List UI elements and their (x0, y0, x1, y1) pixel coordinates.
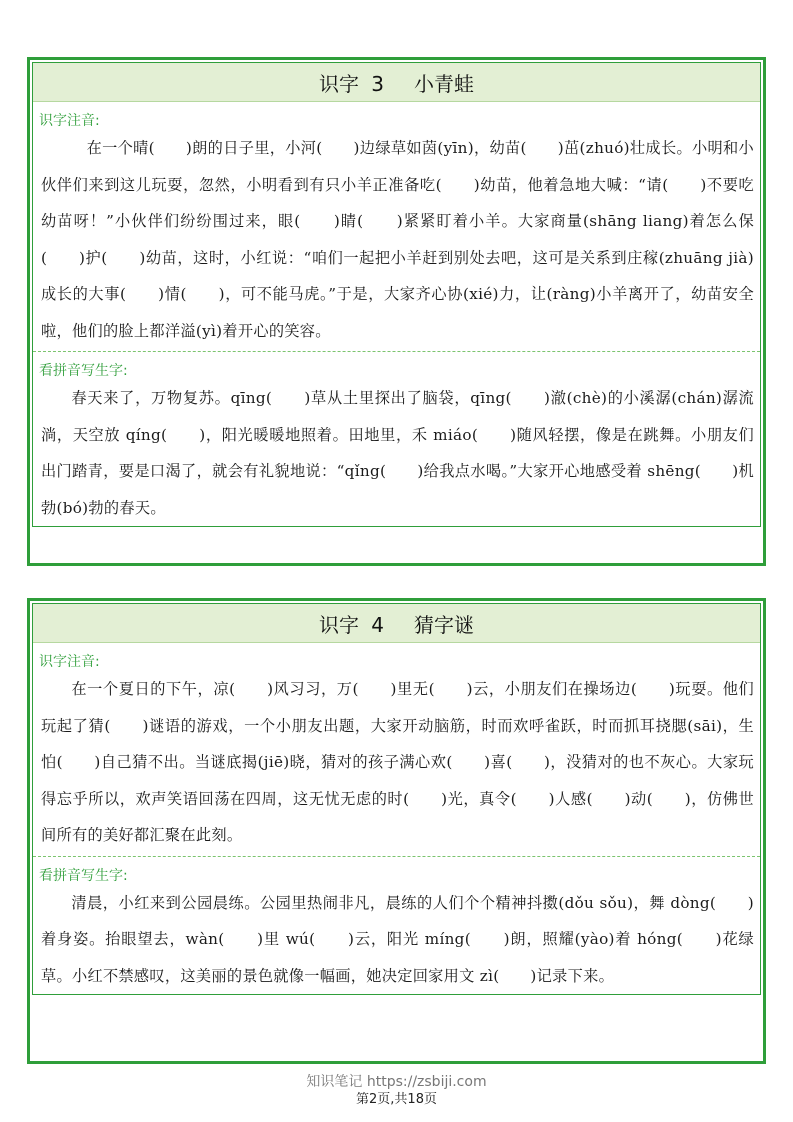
lesson-3-card (27, 57, 766, 566)
lesson-4-annotate-label: 识字注音: (39, 654, 100, 670)
lesson-3-title-number: 识字 3 (318, 71, 385, 96)
footer-site-watermark: 知识笔记 https://zsbiji.com (306, 1074, 487, 1090)
lesson-4-title-number: 识字 4 (318, 612, 385, 637)
lesson-4-title-name: 猜字谜 (414, 612, 475, 637)
lesson-4-write-label: 看拼音写生字: (39, 867, 128, 884)
lesson-3-inner (32, 62, 761, 527)
lesson-3-write-passage: 春天来了，万物复苏。qīng( )草从土里探出了脑袋，qīng( )澈(chè)的小溪潺(chán)潺流淌，天空放 qíng( )，阳光暖暖地照着。田地里，禾 miáo( )随风轻摆，像是在跳舞。小朋友们出门踏青，要是口渴了，就会有礼貌地说：“qǐng( )给我点水喝。”大家开心地感受着 shēng( )机勃(bó)勃的春天。 (41, 389, 754, 517)
lesson-4-inner (32, 603, 761, 995)
lesson-3-annotate-label: 识字注音: (39, 113, 100, 129)
lesson-4-write-passage: 清晨，小红来到公园晨练。公园里热闹非凡，晨练的人们个个精神抖擞(dǒu sǒu)，舞 dòng( )着身姿。抬眼望去，wàn( )里 wú( )云，阳光 míng( )朗，照耀(yào)着 hóng( )花绿草。小红不禁感叹，这美丽的景色就像一幅画，她决定回家用文 zì( )记录下来。 (41, 893, 754, 985)
lesson-3-annotate-passage: 在一个晴( )朗的日子里，小河( )边绿草如茵(yīn)，幼苗( )茁(zhuó)壮成长。小明和小伙伴们来到这儿玩耍，忽然，小明看到有只小羊正准备吃( )幼苗，他着急地大喊：“请( )不要吃幼苗呀！”小伙伴们纷纷围过来，眼( )睛( )紧紧盯着小羊。大家商量(shāng liang)着怎么保( )护( )幼苗，这时，小红说：“咱们一起把小羊赶到别处去吧，这可是关系到庄稼(zhuāng jià)成长的大事( )情( )，可不能马虎。”于是，大家齐心协(xié)力，让(ràng)小羊离开了，幼苗安全啦，他们的脸上都洋溢(yì)着开心的笑容。 (41, 139, 754, 340)
footer-page-number: 第2页,共18页 (356, 1092, 437, 1107)
lesson-4-annotate-passage: 在一个夏日的下午，凉( )风习习，万( )里无( )云，小朋友们在操场边( )玩耍。他们玩起了猜( )谜语的游戏，一个小朋友出题，大家开动脑筋，时而欢呼雀跃，时而抓耳挠腮(sāi)，生怕( )自己猜不出。当谜底揭(jiē)晓，猜对的孩子满心欢( )喜( )，没猜对的也不灰心。大家玩得忘乎所以，欢声笑语回荡在四周，这无忧无虑的时( )光，真令( )人感( )动( )，仿佛世间所有的美好都汇聚在此刻。 (41, 680, 754, 844)
lesson-4-title-bar (33, 604, 760, 643)
lesson-3-title-bar (33, 63, 760, 102)
lesson-3-title-name: 小青蛙 (414, 71, 475, 96)
lesson-3-write-label: 看拼音写生字: (39, 363, 128, 379)
lesson-4-card (27, 598, 766, 1064)
